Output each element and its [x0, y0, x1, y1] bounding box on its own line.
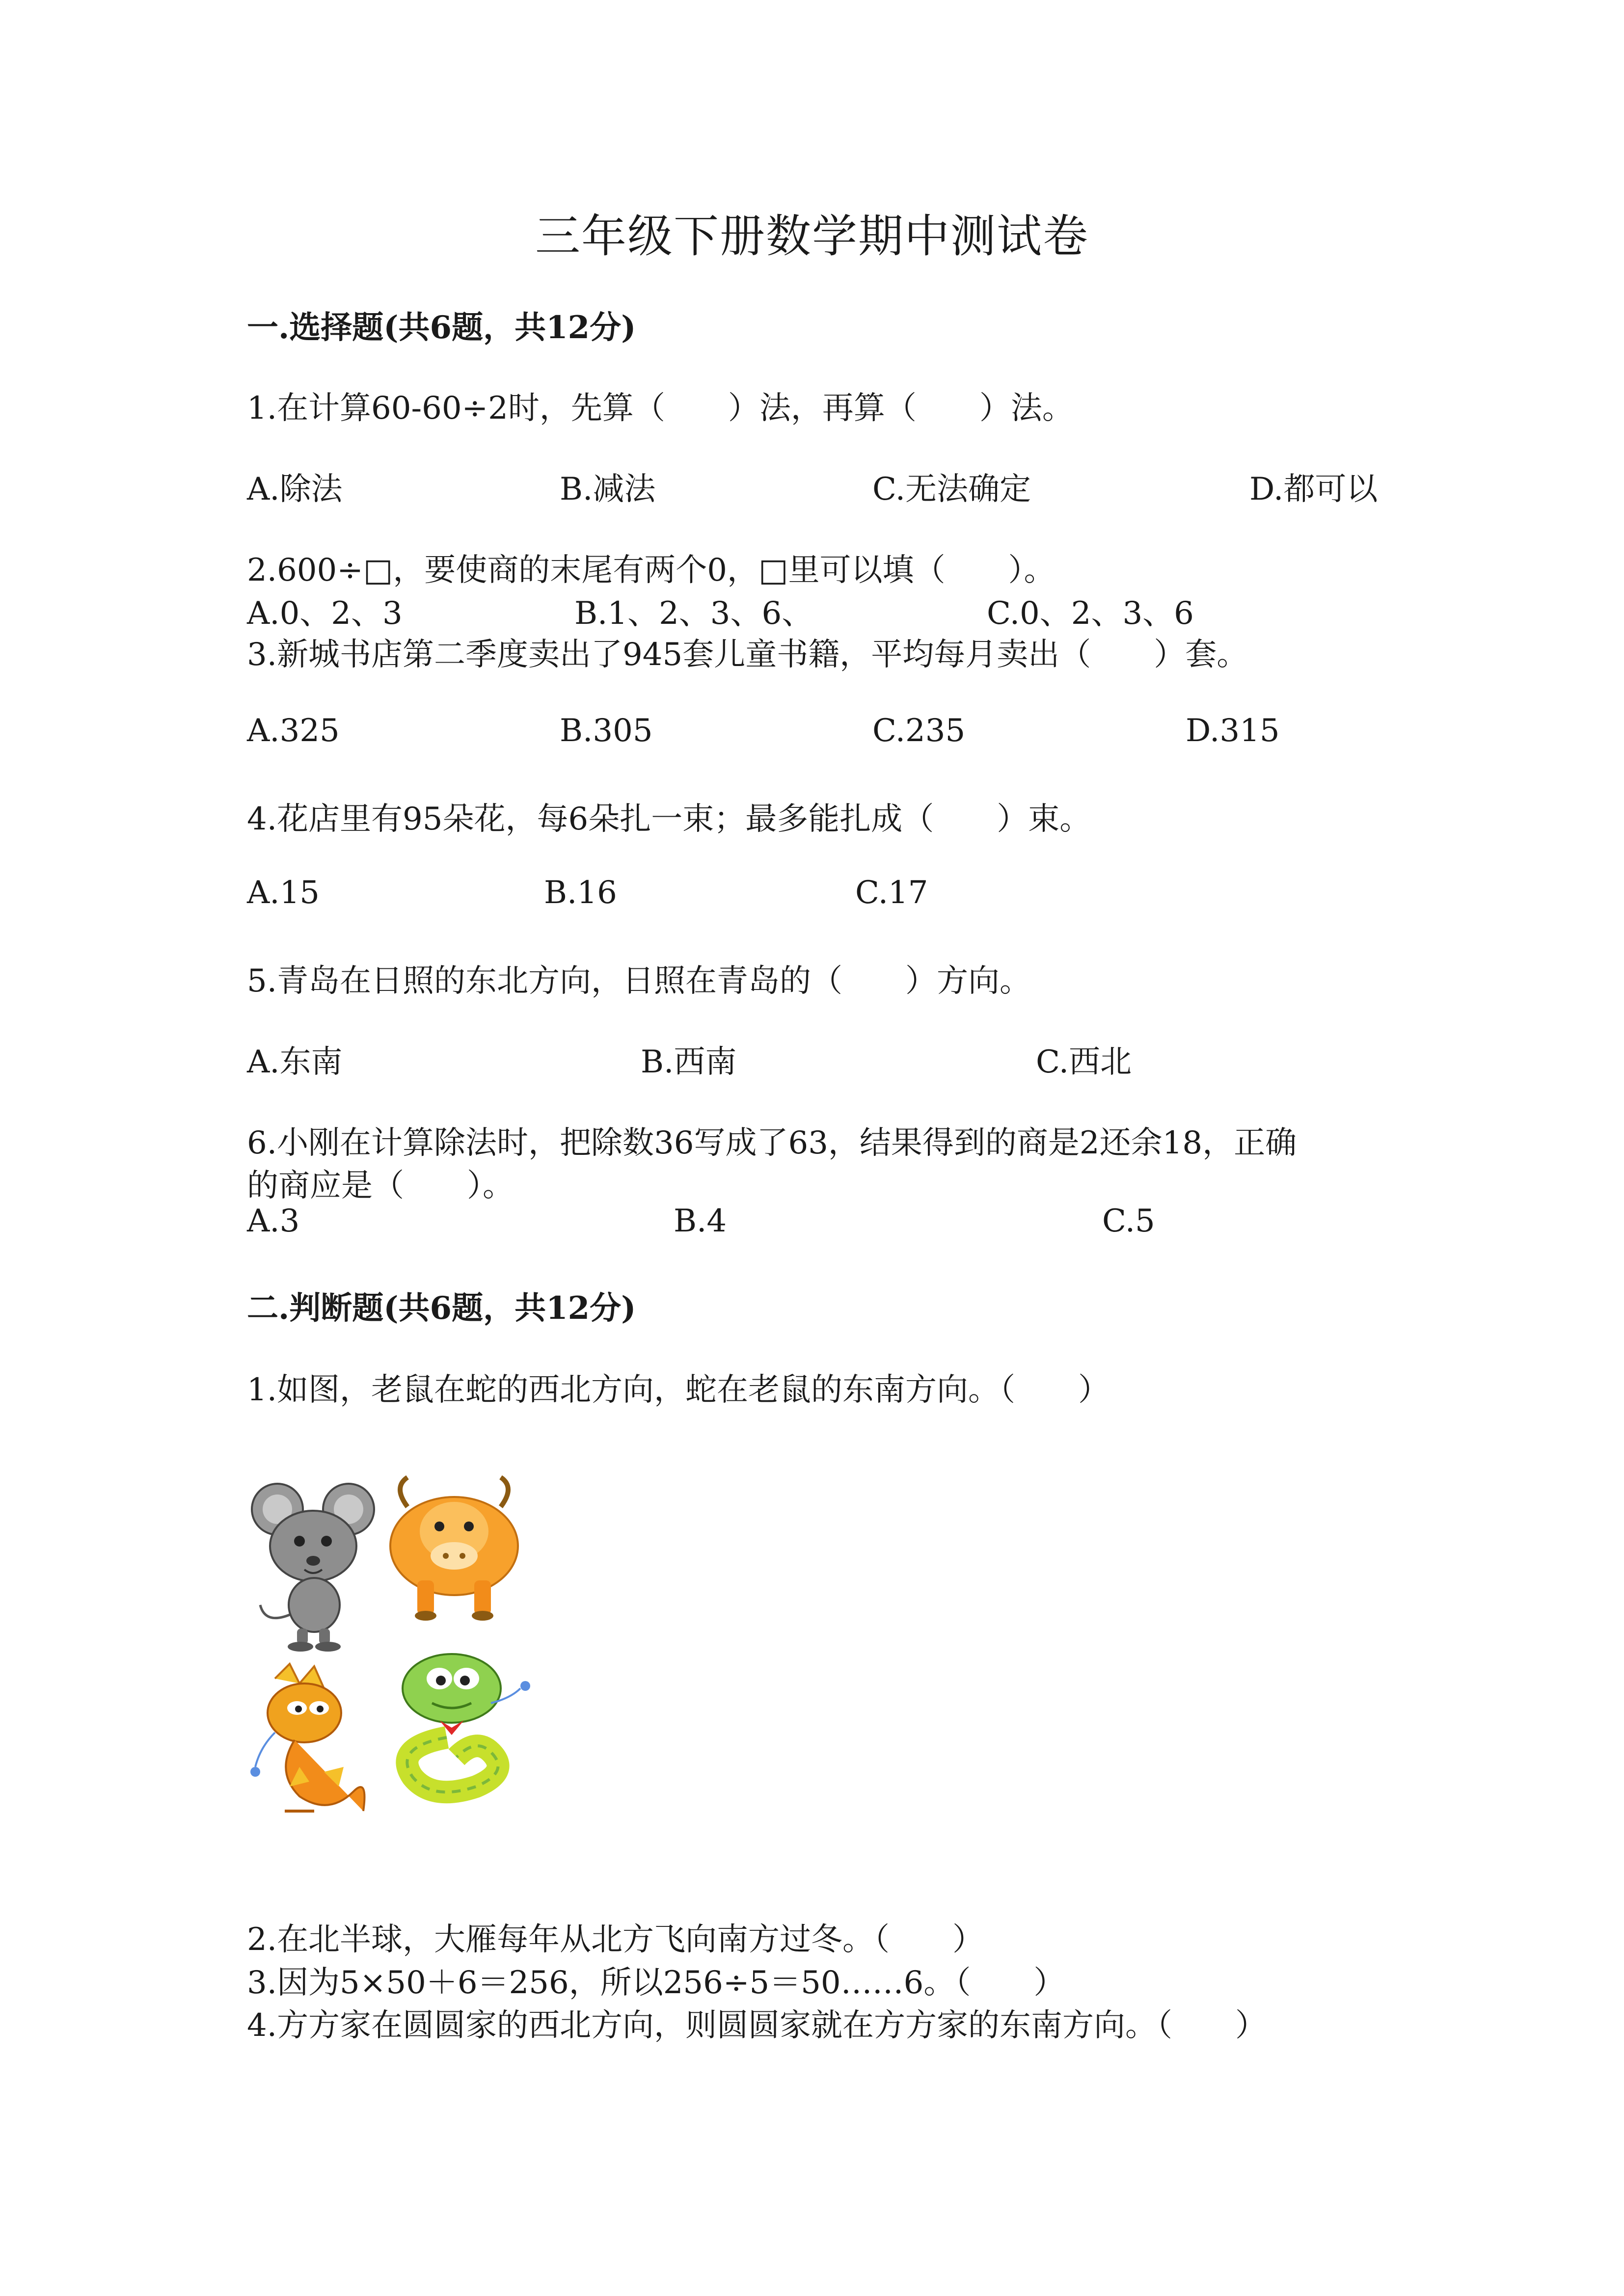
question-1: 1.在计算60-60÷2时，先算（ ）法，再算（ ）法。: [247, 390, 1074, 427]
q3-option-b: B.305: [560, 713, 653, 749]
q1-option-d: D.都可以: [1249, 471, 1378, 507]
q1-option-c: C.无法确定: [872, 471, 1031, 507]
judge-question-2: 2.在北半球，大雁每年从北方飞向南方过冬。（ ）: [247, 1922, 984, 1958]
q5-option-b: B.西南: [641, 1044, 737, 1080]
question-3: 3.新城书店第二季度卖出了945套儿童书籍，平均每月卖出（ ）套。: [247, 637, 1248, 673]
q3-option-c: C.235: [872, 713, 966, 749]
q1-option-b: B.减法: [560, 471, 656, 507]
question-6-line-1: 6.小刚在计算除法时，把除数36写成了63，结果得到的商是2还余18，正确: [247, 1125, 1297, 1161]
ox-icon: [390, 1477, 518, 1621]
q4-option-b: B.16: [544, 875, 617, 911]
q2-option-b: B.1、2、3、6、: [574, 595, 813, 632]
q2-option-a: A.0、2、3: [247, 595, 403, 632]
q6-option-a: A.3: [247, 1203, 300, 1239]
q3-option-d: D.315: [1186, 713, 1280, 749]
zodiac-illustration: [245, 1472, 560, 1836]
question-5: 5.青岛在日照的东北方向，日照在青岛的（ ）方向。: [247, 963, 1031, 999]
q2-option-c: C.0、2、3、6: [987, 595, 1194, 632]
q4-option-a: A.15: [247, 875, 320, 911]
dragon-icon: [250, 1664, 365, 1811]
judge-question-3: 3.因为5×50＋6＝256，所以256÷5＝50……6。（ ）: [247, 1965, 1065, 2001]
question-4: 4.花店里有95朵花，每6朵扎一束；最多能扎成（ ）束。: [247, 801, 1091, 837]
judge-question-4: 4.方方家在圆圆家的西北方向，则圆圆家就在方方家的东南方向。（ ）: [247, 2007, 1267, 2044]
q3-option-a: A.325: [247, 713, 340, 749]
q5-option-c: C.西北: [1036, 1044, 1132, 1080]
section-heading-choice: 一.选择题(共6题，共12分): [247, 309, 636, 346]
snake-icon: [403, 1654, 530, 1792]
q4-option-c: C.17: [855, 875, 928, 911]
page-title: 三年级下册数学期中测试卷: [535, 210, 1089, 263]
section-heading-judge: 二.判断题(共6题，共12分): [247, 1290, 636, 1327]
judge-question-1: 1.如图，老鼠在蛇的西北方向，蛇在老鼠的东南方向。（ ）: [247, 1372, 1110, 1408]
q6-option-c: C.5: [1102, 1203, 1155, 1239]
q1-option-a: A.除法: [247, 471, 343, 507]
question-2: 2.600÷□，要使商的末尾有两个0，□里可以填（ ）。: [247, 552, 1056, 588]
question-6-line-2: 的商应是（ ）。: [247, 1168, 514, 1204]
mouse-icon: [252, 1484, 374, 1652]
q5-option-a: A.东南: [247, 1044, 343, 1080]
q6-option-b: B.4: [674, 1203, 727, 1239]
